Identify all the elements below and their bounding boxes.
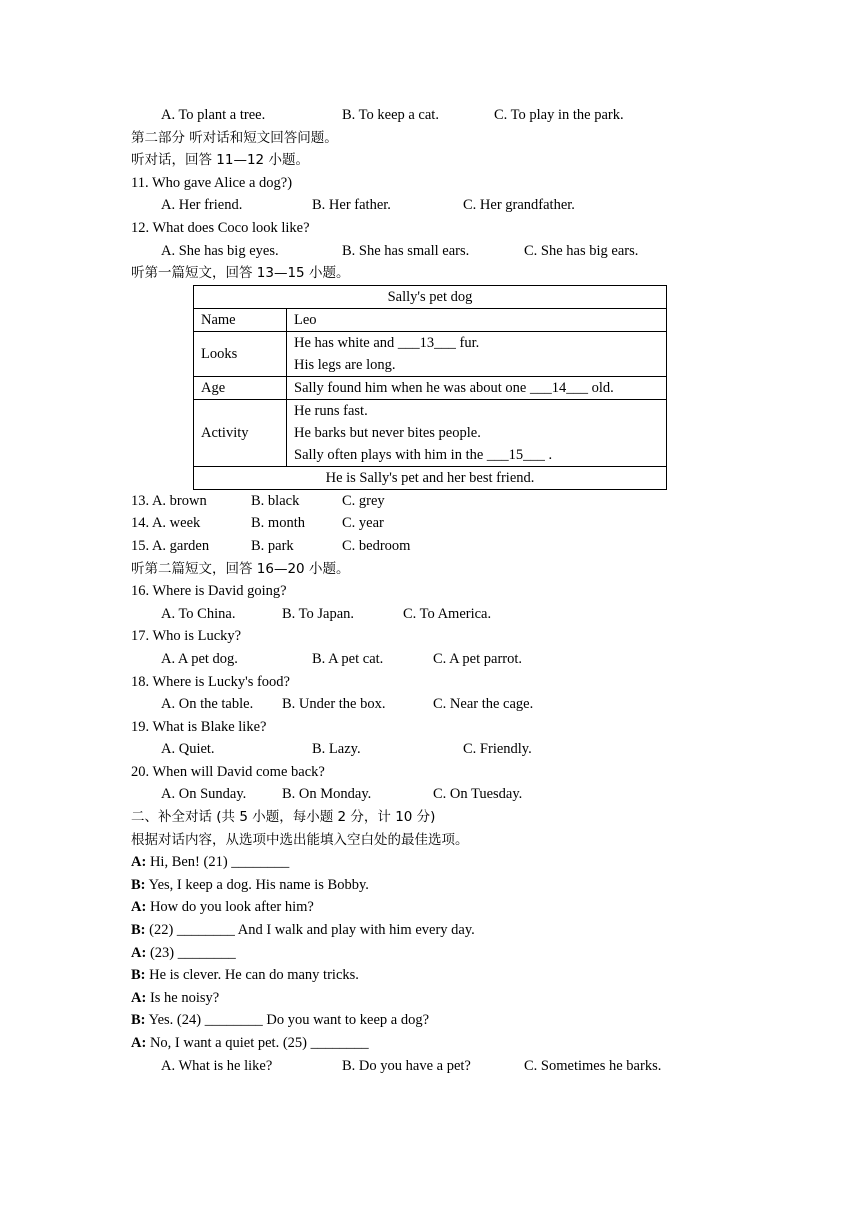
dialogue-line: [131, 919, 731, 942]
q18-option-c: C. Near the cage.: [433, 696, 534, 713]
dialogue-line: [131, 851, 731, 874]
row-label-activity: Activity: [194, 399, 287, 466]
q20-option-a: A. On Sunday.: [161, 786, 247, 803]
q20-options: [131, 783, 731, 806]
q20-option-c: C. On Tuesday.: [433, 786, 523, 803]
q10-option-a: A. To plant a tree.: [161, 107, 266, 123]
q19-question: 19. What is Blake like?: [131, 718, 267, 735]
q12-option-c: C. She has big ears.: [524, 242, 639, 259]
looks-line-2: His legs are long.: [294, 356, 396, 373]
exam-page: [131, 104, 731, 1077]
utterance: No, I want a quiet pet. (25) ________: [146, 1035, 369, 1051]
pet-info-table: [193, 285, 667, 490]
q14-option-a: 14. A. week: [131, 515, 201, 532]
dialogue-option-c: C. Sometimes he barks.: [524, 1057, 662, 1074]
q10-option-c: C. To play in the park.: [494, 107, 624, 123]
q12-options: [131, 240, 731, 263]
q15-option-a: 15. A. garden: [131, 537, 210, 554]
q18-options: [131, 693, 731, 716]
q11-question: 11. Who gave Alice a dog?): [131, 174, 293, 191]
speaker: A:: [131, 989, 147, 1006]
q16-question: 16. Where is David going?: [131, 583, 287, 600]
table-row: [194, 399, 667, 466]
section2-instruction: 根据对话内容，从选项中选出能填入空白处的最佳选项。: [131, 831, 469, 848]
dialogue-line: [131, 896, 731, 919]
activity-line-1: He runs fast.: [294, 402, 368, 419]
row-label-name: Name: [194, 308, 287, 331]
row-value-activity: [287, 399, 667, 466]
looks-line-1: He has white and ___13___ fur.: [294, 334, 480, 351]
passage1-instruction: 听第一篇短文，回答 13—15 小题。: [131, 265, 350, 282]
row-label-age: Age: [194, 376, 287, 399]
q16-options: [131, 603, 731, 626]
table-row: [194, 308, 667, 331]
q17-option-c: C. A pet parrot.: [433, 650, 523, 667]
speaker: B:: [131, 967, 146, 984]
speaker: B:: [131, 922, 146, 939]
q15-options: [131, 535, 731, 558]
q15-option-c: C. bedroom: [342, 537, 411, 554]
part2-heading: 第二部分 听对话和短文回答问题。: [131, 129, 338, 146]
utterance: Hi, Ben! (21) ________: [146, 854, 290, 871]
q17-option-a: A. A pet dog.: [161, 650, 238, 667]
q10-options: [131, 104, 731, 127]
q15-option-b: B. park: [251, 537, 294, 554]
q20-option-b: B. On Monday.: [282, 786, 372, 803]
q11-options: [131, 194, 731, 217]
speaker: A:: [131, 899, 147, 916]
dialogue-instruction: 听对话，回答 11—12 小题。: [131, 152, 309, 169]
row-value-age: Sally found him when he was about one ___14___ old.: [287, 376, 667, 399]
dialogue-line: [131, 942, 731, 965]
q14-option-c: C. year: [342, 515, 384, 532]
q19-option-b: B. Lazy.: [312, 741, 361, 758]
dialogue-line: [131, 1032, 731, 1055]
q14-options: [131, 512, 731, 535]
q11-option-b: B. Her father.: [312, 197, 391, 214]
q20-question: 20. When will David come back?: [131, 763, 325, 780]
utterance: Yes. (24) ________ Do you want to keep a dog?: [145, 1012, 430, 1029]
q11-option-a: A. Her friend.: [161, 197, 243, 214]
q18-question: 18. Where is Lucky's food?: [131, 673, 290, 690]
q12-option-a: A. She has big eyes.: [161, 242, 279, 259]
row-label-looks: Looks: [194, 331, 287, 376]
speaker: B:: [131, 876, 146, 893]
q16-option-c: C. To America.: [403, 605, 492, 622]
q14-option-b: B. month: [251, 515, 305, 532]
q17-options: [131, 648, 731, 671]
q19-option-c: C. Friendly.: [463, 741, 532, 758]
q19-option-a: A. Quiet.: [161, 741, 215, 758]
dialogue-line: [131, 1009, 731, 1032]
utterance: Yes, I keep a dog. His name is Bobby.: [145, 876, 369, 893]
utterance: Is he noisy?: [146, 989, 220, 1006]
utterance: (23) ________: [146, 944, 236, 961]
dialogue-option-a: A. What is he like?: [161, 1057, 273, 1074]
dialogue-option-b: B. Do you have a pet?: [342, 1057, 471, 1074]
q10-option-b: B. To keep a cat.: [342, 107, 439, 123]
q19-options: [131, 738, 731, 761]
q13-options: [131, 490, 731, 513]
table-row: [194, 331, 667, 376]
q18-option-a: A. On the table.: [161, 696, 254, 713]
speaker: A:: [131, 854, 147, 871]
q16-option-a: A. To China.: [161, 605, 236, 622]
table-title: Sally's pet dog: [194, 285, 667, 308]
q16-option-b: B. To Japan.: [282, 605, 355, 622]
q17-option-b: B. A pet cat.: [312, 650, 384, 667]
passage2-instruction: 听第二篇短文，回答 16—20 小题。: [131, 560, 350, 577]
speaker: A:: [131, 1035, 147, 1051]
activity-line-2: He barks but never bites people.: [294, 424, 481, 441]
table-row: [194, 376, 667, 399]
dialogue-line: [131, 987, 731, 1010]
q12-question: 12. What does Coco look like?: [131, 219, 310, 236]
dialogue-line: [131, 964, 731, 987]
q13-option-a: 13. A. brown: [131, 492, 207, 509]
utterance: How do you look after him?: [146, 899, 314, 916]
q12-option-b: B. She has small ears.: [342, 242, 470, 259]
row-value-name: Leo: [287, 308, 667, 331]
q13-option-c: C. grey: [342, 492, 385, 509]
row-value-looks: [287, 331, 667, 376]
q13-option-b: B. black: [251, 492, 300, 509]
dialogue-line: [131, 874, 731, 897]
speaker: A:: [131, 944, 147, 961]
table-footer: He is Sally's pet and her best friend.: [194, 466, 667, 489]
q11-option-c: C. Her grandfather.: [463, 197, 575, 214]
q18-option-b: B. Under the box.: [282, 696, 386, 713]
speaker: B:: [131, 1012, 146, 1029]
utterance: (22) ________ And I walk and play with him every day.: [145, 922, 475, 939]
activity-line-3: Sally often plays with him in the ___15___ .: [294, 446, 553, 463]
q17-question: 17. Who is Lucky?: [131, 628, 242, 645]
section2-heading: 二、补全对话 (共 5 小题，每小题 2 分，计 10 分): [131, 809, 436, 826]
dialogue-options: [131, 1055, 731, 1078]
utterance: He is clever. He can do many tricks.: [145, 967, 359, 984]
